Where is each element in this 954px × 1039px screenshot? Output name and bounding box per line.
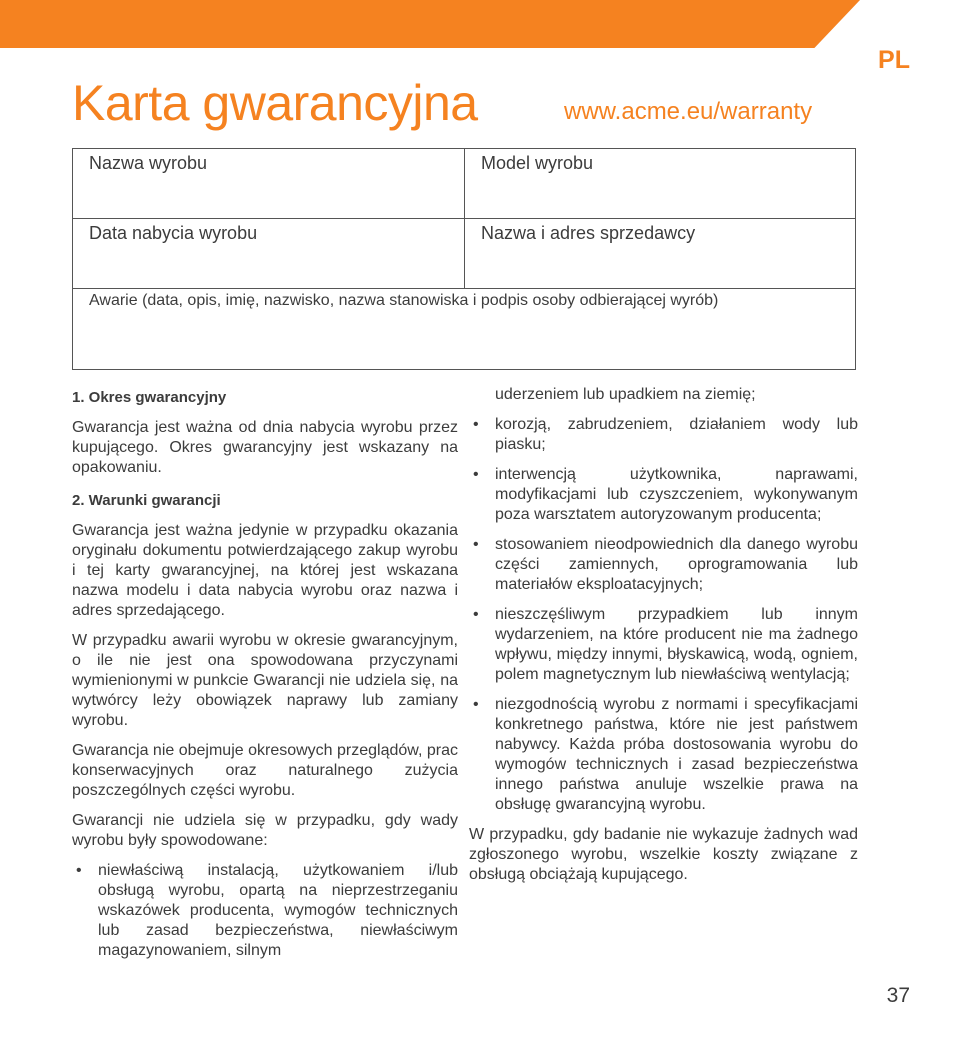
failures-label: Awarie (data, opis, imię, nazwisko, nazwa stanowiska i podpis osoby odbierającej wyrób) [89,292,719,309]
page-title: Karta gwarancyjna [72,75,478,131]
language-code: PL [878,46,910,74]
list-item: • interwencją użytkownika, naprawami, modyfikacjami lub czyszczeniem, wykonywanym poza warsztatem autoryzowanym producenta; [469,465,858,525]
product-name-label: Nazwa wyrobu [89,153,208,173]
list-item-continuation: uderzeniem lub upadkiem na ziemię; [495,386,756,403]
product-model-label: Model wyrobu [481,153,594,173]
section-2-heading: 2. Warunki gwarancji [72,492,221,509]
product-model-field[interactable] [465,149,855,219]
purchase-date-label: Data nabycia wyrobu [89,223,258,243]
header-orange-bar [0,0,860,48]
list-item: • niewłaściwą instalacją, użytkowaniem i/lub obsługą wyrobu, opartą na nieprzestrzeganiu wskazówek producenta, wymogów technicznych lub zasad bezpieczeństwa, niewłaściwym magazynowaniem, silnym [72,861,458,961]
section-2-paragraph-4: Gwarancji nie udziela się w przypadku, gdy wady wyrobu były spowodowane: [72,812,458,849]
page-number: 37 [886,984,910,1007]
exclusions-list-continued [469,415,858,815]
left-column [72,385,458,971]
seller-field[interactable] [465,219,855,289]
warranty-url: www.acme.eu/warranty [564,98,813,125]
list-item: • korozją, zabrudzeniem, działaniem wody lub piasku; [469,415,858,455]
closing-paragraph: W przypadku, gdy badanie nie wykazuje żadnych wad zgłoszonego wyrobu, wszelkie koszty związane z obsługą obciążają kupującego. [469,826,858,883]
purchase-date-field[interactable] [73,219,465,289]
product-name-field[interactable] [73,149,465,219]
section-1-heading: 1. Okres gwarancyjny [72,389,227,406]
seller-label: Nazwa i adres sprzedawcy [481,223,696,243]
warranty-form [72,148,856,370]
list-item: • stosowaniem nieodpowiednich dla danego wyrobu części zamiennych, oprogramowania lub materiałów eksploatacyjnych; [469,535,858,595]
section-2-paragraph-2: W przypadku awarii wyrobu w okresie gwarancyjnym, o ile nie jest ona spowodowana przyczynami wymienionymi w punkcie Gwarancji nie udziela się, na wytwórcy leży obowiązek naprawy lub zamiany wyrobu. [72,632,458,729]
failures-field[interactable] [73,289,855,369]
exclusions-list [72,861,458,961]
section-2-paragraph-1: Gwarancja jest ważna jedynie w przypadku okazania oryginału dokumentu potwierdzającego zakup wyrobu i tej karty gwarancyjnej, na której jest wskazana nazwa modelu i data nabycia wyrobu oraz nazwa i adres sprzedającego. [72,522,458,619]
list-item: • nieszczęśliwym przypadkiem lub innym wydarzeniem, na które producent nie ma żadnego wpływu, między innymi, błyskawicą, wodą, ogniem, polem magnetycznym lub niewłaściwą wentylacją; [469,605,858,685]
section-2-paragraph-3: Gwarancja nie obejmuje okresowych przeglądów, prac konserwacyjnych oraz naturalnego zużycia poszczególnych części wyrobu. [72,742,458,799]
right-column [469,385,858,895]
section-1-paragraph: Gwarancja jest ważna od dnia nabycia wyrobu przez kupującego. Okres gwarancyjny jest wskazany na opakowaniu. [72,419,458,476]
list-item: • niezgodnością wyrobu z normami i specyfikacjami konkretnego państwa, które nie jest państwem nabywcy. Każda próba dostosowania wyrobu do wymogów technicznych i zasad bezpieczeństwa innego państwa anuluje wszelkie prawa na obsługę gwarancyjną wyrobu. [469,695,858,815]
